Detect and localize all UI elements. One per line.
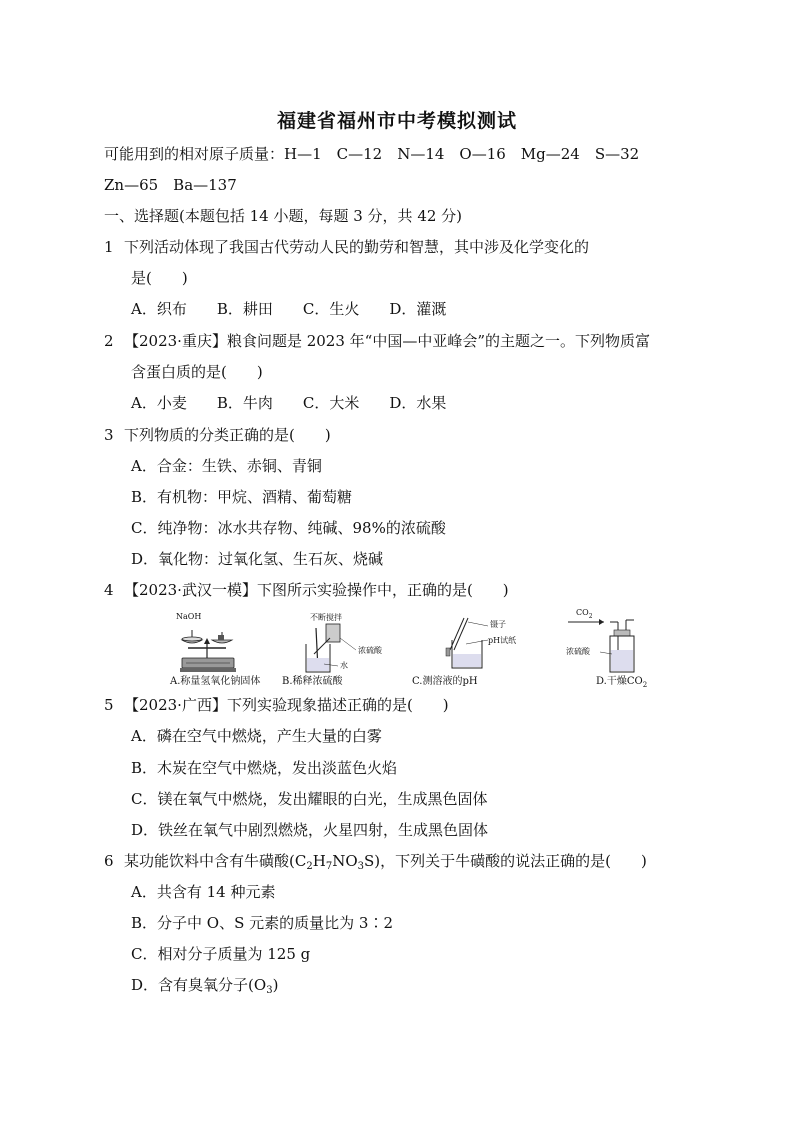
option-a: A．合金：生铁、赤铜、青铜 (131, 457, 322, 475)
co2-label: $CO_2$ (576, 608, 593, 620)
option-d: D．含有臭氧分子$(O_3)$ (131, 976, 279, 996)
option-b: B．木炭在空气中燃烧，发出淡蓝色火焰 (131, 759, 398, 777)
question-stem: 含蛋白质的是( ) (131, 363, 263, 381)
figure-b-caption: B.稀释浓硫酸 (282, 676, 343, 687)
option-d: D．铁丝在氧气中剧烈燃烧，火星四射，生成黑色固体 (131, 821, 489, 839)
question-stem: 下列物质的分类正确的是( ) (124, 426, 331, 444)
figure-c-ph (410, 610, 520, 690)
question-number: 5 (104, 696, 114, 714)
naoh-label: NaOH (176, 612, 202, 621)
atomic-masses-line-1: 可能用到的相对原子质量：H—1 C—12 N—14 O—16 Mg—24 S—32 (104, 145, 640, 163)
question-number: 1 (104, 238, 114, 256)
options-line: A．织布 B．耕田 C．生火 D．灌溉 (131, 300, 447, 318)
option-c: C．相对分子质量为 125 g (131, 945, 311, 963)
section-heading: 一、选择题(本题包括 14 小题，每题 3 分，共 42 分) (104, 207, 463, 225)
tweezers-label: 镊子 (490, 620, 506, 629)
acid-label: 浓硫酸 (566, 647, 590, 656)
question-number: 6 (104, 852, 114, 870)
atomic-masses-line-2: Zn—65 Ba—137 (104, 176, 237, 194)
option-c: C．镁在氧气中燃烧，发出耀眼的白光，生成黑色固体 (131, 790, 488, 808)
question-stem: 某功能饮料中含有牛磺酸$(C_2H_7NO_3S)$，下列关于牛磺酸的说法正确的是( ) (124, 852, 647, 872)
option-b: B．分子中 O、S 元素的质量比为 3∶2 (131, 914, 393, 932)
question-number: 4 (104, 581, 114, 599)
question-stem: 【2023·重庆】粮食问题是 2023 年“中国—中亚峰会”的主题之一。下列物质富 (124, 332, 650, 350)
figure-b-dilution (278, 610, 388, 690)
figure-a-caption: A.称量氢氧化钠固体 (170, 676, 261, 687)
option-a: A．磷在空气中燃烧，产生大量的白雾 (131, 727, 382, 745)
question-stem: 下列活动体现了我国古代劳动人民的勤劳和智慧，其中涉及化学变化的 (124, 238, 590, 256)
figure-d-caption: D.干燥$CO_2$ (596, 676, 648, 689)
options-line: A．小麦 B．牛肉 C．大米 D．水果 (131, 394, 447, 412)
balance-scale-icon (168, 618, 278, 678)
question-stem: 【2023·广西】下列实验现象描述正确的是( ) (124, 696, 449, 714)
figure-d-drying (560, 606, 660, 690)
option-a: A．共含有 14 种元素 (131, 883, 276, 901)
stirring-label: 不断搅拌 (310, 613, 342, 622)
question-number: 3 (104, 426, 114, 444)
option-b: B．有机物：甲烷、酒精、葡萄糖 (131, 488, 353, 506)
question-stem: 【2023·武汉一模】下图所示实验操作中，正确的是( ) (124, 581, 509, 599)
option-d: D．氧化物：过氧化氢、生石灰、烧碱 (131, 550, 384, 568)
figure-c-caption: C.测溶液的pH (412, 676, 478, 687)
acid-label: 浓硫酸 (358, 646, 382, 655)
ph-paper-label: pH试纸 (488, 636, 517, 645)
page-title: 福建省福州市中考模拟测试 (276, 110, 517, 132)
question-stem: 是( ) (131, 269, 188, 287)
question-number: 2 (104, 332, 114, 350)
figure-a-balance (168, 610, 278, 690)
water-label: 水 (340, 661, 348, 670)
option-c: C．纯净物：冰水共存物、纯碱、98%的浓硫酸 (131, 519, 446, 537)
